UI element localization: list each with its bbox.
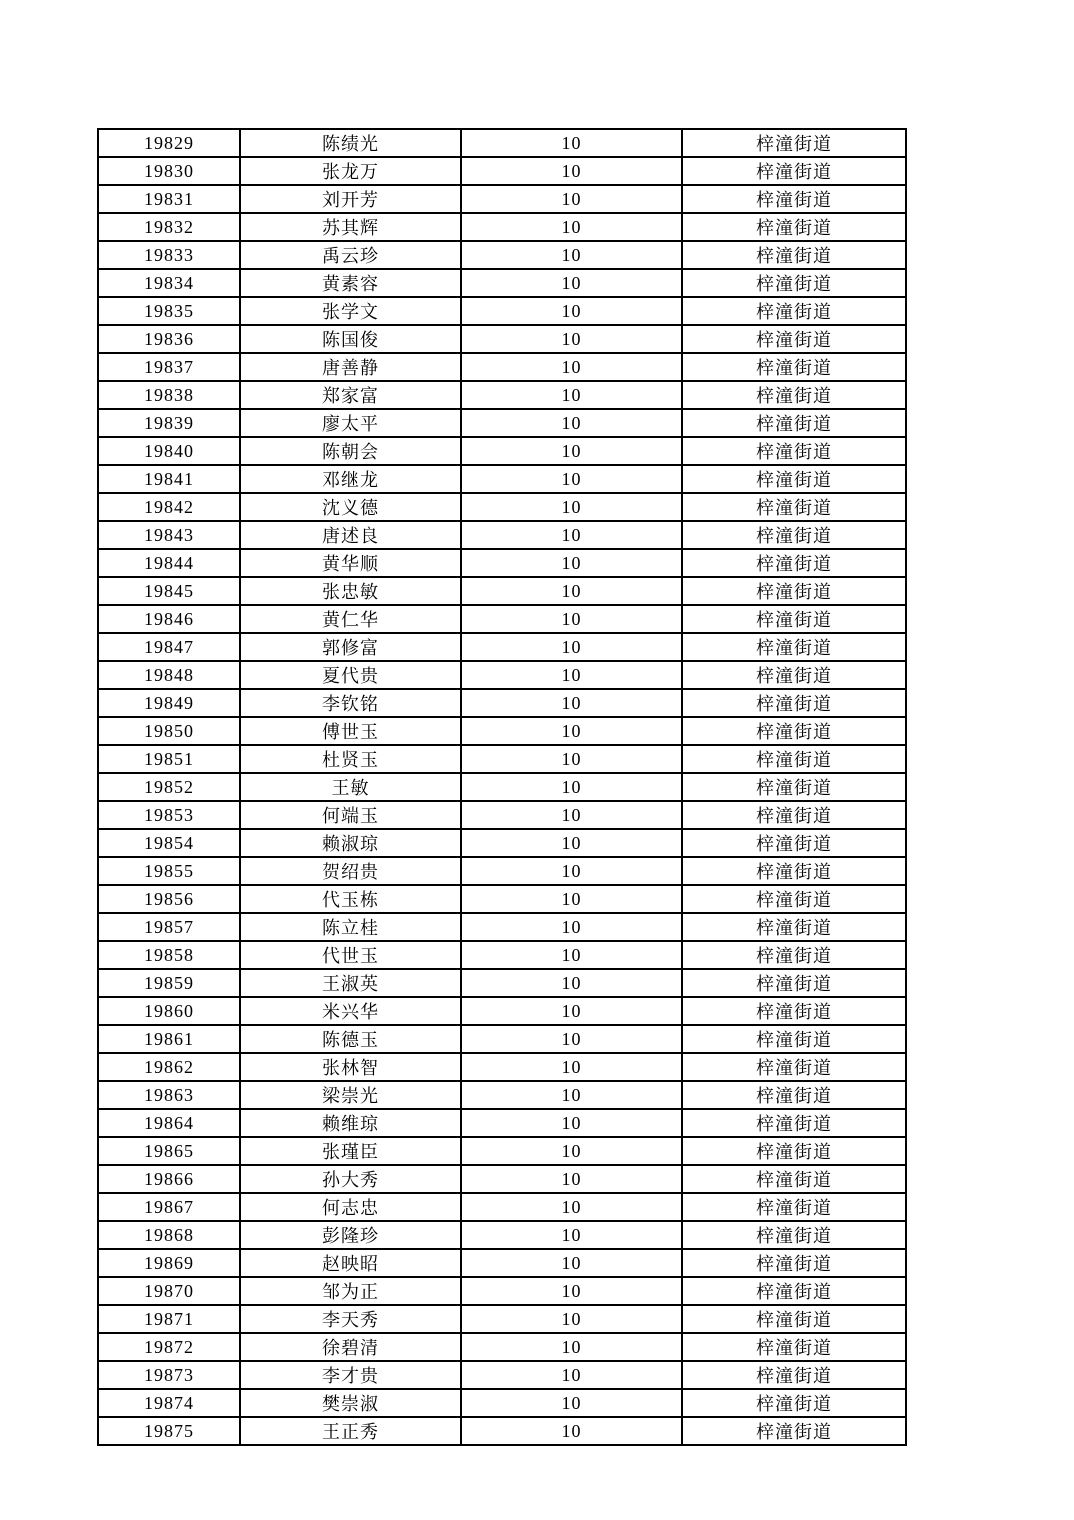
- id-cell: 19831: [98, 185, 240, 213]
- value-cell: 10: [461, 297, 682, 325]
- id-cell: 19866: [98, 1165, 240, 1193]
- value-cell: 10: [461, 1389, 682, 1417]
- district-cell: 梓潼街道: [682, 885, 906, 913]
- district-cell: 梓潼街道: [682, 129, 906, 157]
- value-cell: 10: [461, 1361, 682, 1389]
- district-cell: 梓潼街道: [682, 1165, 906, 1193]
- name-cell: 邹为正: [240, 1277, 461, 1305]
- name-cell: 郑家富: [240, 381, 461, 409]
- value-cell: 10: [461, 857, 682, 885]
- table-row: [98, 465, 906, 493]
- name-cell: 陈立桂: [240, 913, 461, 941]
- name-cell: 何端玉: [240, 801, 461, 829]
- table-body: [98, 129, 906, 1445]
- district-cell: 梓潼街道: [682, 213, 906, 241]
- id-cell: 19839: [98, 409, 240, 437]
- id-cell: 19865: [98, 1137, 240, 1165]
- district-cell: 梓潼街道: [682, 1305, 906, 1333]
- id-cell: 19849: [98, 689, 240, 717]
- value-cell: 10: [461, 493, 682, 521]
- id-cell: 19853: [98, 801, 240, 829]
- name-cell: 赖淑琼: [240, 829, 461, 857]
- name-cell: 张瑾臣: [240, 1137, 461, 1165]
- value-cell: 10: [461, 605, 682, 633]
- district-cell: 梓潼街道: [682, 269, 906, 297]
- name-cell: 张忠敏: [240, 577, 461, 605]
- table-row: [98, 521, 906, 549]
- table-row: [98, 997, 906, 1025]
- table-row: [98, 353, 906, 381]
- roster-table: [97, 128, 907, 1446]
- name-cell: 何志忠: [240, 1193, 461, 1221]
- table-row: [98, 1305, 906, 1333]
- district-cell: 梓潼街道: [682, 577, 906, 605]
- district-cell: 梓潼街道: [682, 353, 906, 381]
- district-cell: 梓潼街道: [682, 185, 906, 213]
- table-row: [98, 241, 906, 269]
- id-cell: 19859: [98, 969, 240, 997]
- district-cell: 梓潼街道: [682, 1277, 906, 1305]
- name-cell: 陈国俊: [240, 325, 461, 353]
- name-cell: 廖太平: [240, 409, 461, 437]
- value-cell: 10: [461, 717, 682, 745]
- id-cell: 19863: [98, 1081, 240, 1109]
- id-cell: 19840: [98, 437, 240, 465]
- district-cell: 梓潼街道: [682, 689, 906, 717]
- name-cell: 王正秀: [240, 1417, 461, 1445]
- id-cell: 19872: [98, 1333, 240, 1361]
- table-row: [98, 633, 906, 661]
- value-cell: 10: [461, 521, 682, 549]
- table-row: [98, 129, 906, 157]
- district-cell: 梓潼街道: [682, 493, 906, 521]
- value-cell: 10: [461, 465, 682, 493]
- name-cell: 徐碧清: [240, 1333, 461, 1361]
- id-cell: 19875: [98, 1417, 240, 1445]
- table-row: [98, 1389, 906, 1417]
- value-cell: 10: [461, 1165, 682, 1193]
- id-cell: 19864: [98, 1109, 240, 1137]
- table-row: [98, 801, 906, 829]
- id-cell: 19851: [98, 745, 240, 773]
- id-cell: 19856: [98, 885, 240, 913]
- value-cell: 10: [461, 241, 682, 269]
- id-cell: 19869: [98, 1249, 240, 1277]
- table-row: [98, 1249, 906, 1277]
- table-row: [98, 1333, 906, 1361]
- name-cell: 李钦铭: [240, 689, 461, 717]
- table-row: [98, 1417, 906, 1445]
- district-cell: 梓潼街道: [682, 549, 906, 577]
- table-row: [98, 941, 906, 969]
- district-cell: 梓潼街道: [682, 1025, 906, 1053]
- value-cell: 10: [461, 1221, 682, 1249]
- name-cell: 苏其辉: [240, 213, 461, 241]
- name-cell: 赖维琼: [240, 1109, 461, 1137]
- value-cell: 10: [461, 381, 682, 409]
- district-cell: 梓潼街道: [682, 997, 906, 1025]
- value-cell: 10: [461, 1249, 682, 1277]
- name-cell: 黄华顺: [240, 549, 461, 577]
- table-row: [98, 745, 906, 773]
- district-cell: 梓潼街道: [682, 745, 906, 773]
- table-row: [98, 577, 906, 605]
- id-cell: 19868: [98, 1221, 240, 1249]
- id-cell: 19858: [98, 941, 240, 969]
- table-row: [98, 1025, 906, 1053]
- value-cell: 10: [461, 549, 682, 577]
- id-cell: 19850: [98, 717, 240, 745]
- id-cell: 19844: [98, 549, 240, 577]
- district-cell: 梓潼街道: [682, 1417, 906, 1445]
- id-cell: 19855: [98, 857, 240, 885]
- id-cell: 19861: [98, 1025, 240, 1053]
- value-cell: 10: [461, 1417, 682, 1445]
- name-cell: 张龙万: [240, 157, 461, 185]
- name-cell: 张林智: [240, 1053, 461, 1081]
- district-cell: 梓潼街道: [682, 521, 906, 549]
- value-cell: 10: [461, 1109, 682, 1137]
- district-cell: 梓潼街道: [682, 633, 906, 661]
- district-cell: 梓潼街道: [682, 1081, 906, 1109]
- name-cell: 梁崇光: [240, 1081, 461, 1109]
- table-row: [98, 661, 906, 689]
- table-row: [98, 1081, 906, 1109]
- id-cell: 19848: [98, 661, 240, 689]
- name-cell: 张学文: [240, 297, 461, 325]
- value-cell: 10: [461, 801, 682, 829]
- table-row: [98, 969, 906, 997]
- value-cell: 10: [461, 745, 682, 773]
- table-row: [98, 325, 906, 353]
- id-cell: 19830: [98, 157, 240, 185]
- name-cell: 夏代贵: [240, 661, 461, 689]
- district-cell: 梓潼街道: [682, 1137, 906, 1165]
- table-row: [98, 1277, 906, 1305]
- value-cell: 10: [461, 325, 682, 353]
- id-cell: 19871: [98, 1305, 240, 1333]
- name-cell: 陈德玉: [240, 1025, 461, 1053]
- name-cell: 邓继龙: [240, 465, 461, 493]
- district-cell: 梓潼街道: [682, 717, 906, 745]
- district-cell: 梓潼街道: [682, 1249, 906, 1277]
- district-cell: 梓潼街道: [682, 913, 906, 941]
- district-cell: 梓潼街道: [682, 241, 906, 269]
- id-cell: 19843: [98, 521, 240, 549]
- id-cell: 19852: [98, 773, 240, 801]
- name-cell: 李天秀: [240, 1305, 461, 1333]
- name-cell: 王淑英: [240, 969, 461, 997]
- value-cell: 10: [461, 689, 682, 717]
- id-cell: 19847: [98, 633, 240, 661]
- value-cell: 10: [461, 353, 682, 381]
- name-cell: 唐善静: [240, 353, 461, 381]
- id-cell: 19834: [98, 269, 240, 297]
- value-cell: 10: [461, 437, 682, 465]
- name-cell: 代玉栋: [240, 885, 461, 913]
- name-cell: 陈朝会: [240, 437, 461, 465]
- district-cell: 梓潼街道: [682, 829, 906, 857]
- id-cell: 19846: [98, 605, 240, 633]
- name-cell: 傅世玉: [240, 717, 461, 745]
- district-cell: 梓潼街道: [682, 381, 906, 409]
- district-cell: 梓潼街道: [682, 1193, 906, 1221]
- id-cell: 19857: [98, 913, 240, 941]
- id-cell: 19873: [98, 1361, 240, 1389]
- name-cell: 沈义德: [240, 493, 461, 521]
- table-row: [98, 409, 906, 437]
- id-cell: 19870: [98, 1277, 240, 1305]
- table-row: [98, 549, 906, 577]
- name-cell: 赵映昭: [240, 1249, 461, 1277]
- district-cell: 梓潼街道: [682, 605, 906, 633]
- id-cell: 19835: [98, 297, 240, 325]
- table-row: [98, 213, 906, 241]
- district-cell: 梓潼街道: [682, 969, 906, 997]
- name-cell: 代世玉: [240, 941, 461, 969]
- table-row: [98, 773, 906, 801]
- name-cell: 贺绍贵: [240, 857, 461, 885]
- name-cell: 米兴华: [240, 997, 461, 1025]
- value-cell: 10: [461, 913, 682, 941]
- table-row: [98, 493, 906, 521]
- name-cell: 李才贵: [240, 1361, 461, 1389]
- district-cell: 梓潼街道: [682, 801, 906, 829]
- value-cell: 10: [461, 969, 682, 997]
- value-cell: 10: [461, 1277, 682, 1305]
- table-row: [98, 1361, 906, 1389]
- district-cell: 梓潼街道: [682, 1361, 906, 1389]
- value-cell: 10: [461, 213, 682, 241]
- table-row: [98, 1221, 906, 1249]
- table-row: [98, 185, 906, 213]
- table-row: [98, 1165, 906, 1193]
- table-row: [98, 689, 906, 717]
- district-cell: 梓潼街道: [682, 325, 906, 353]
- id-cell: 19845: [98, 577, 240, 605]
- name-cell: 王敏: [240, 773, 461, 801]
- district-cell: 梓潼街道: [682, 1221, 906, 1249]
- district-cell: 梓潼街道: [682, 297, 906, 325]
- name-cell: 郭修富: [240, 633, 461, 661]
- district-cell: 梓潼街道: [682, 465, 906, 493]
- value-cell: 10: [461, 1081, 682, 1109]
- table-row: [98, 857, 906, 885]
- id-cell: 19867: [98, 1193, 240, 1221]
- table-row: [98, 269, 906, 297]
- id-cell: 19841: [98, 465, 240, 493]
- value-cell: 10: [461, 1305, 682, 1333]
- district-cell: 梓潼街道: [682, 1333, 906, 1361]
- value-cell: 10: [461, 633, 682, 661]
- district-cell: 梓潼街道: [682, 1389, 906, 1417]
- district-cell: 梓潼街道: [682, 157, 906, 185]
- name-cell: 彭隆珍: [240, 1221, 461, 1249]
- id-cell: 19842: [98, 493, 240, 521]
- id-cell: 19837: [98, 353, 240, 381]
- district-cell: 梓潼街道: [682, 773, 906, 801]
- district-cell: 梓潼街道: [682, 941, 906, 969]
- table-row: [98, 297, 906, 325]
- value-cell: 10: [461, 941, 682, 969]
- name-cell: 唐述良: [240, 521, 461, 549]
- district-cell: 梓潼街道: [682, 1109, 906, 1137]
- name-cell: 黄仁华: [240, 605, 461, 633]
- name-cell: 孙大秀: [240, 1165, 461, 1193]
- name-cell: 杜贤玉: [240, 745, 461, 773]
- name-cell: 樊崇淑: [240, 1389, 461, 1417]
- value-cell: 10: [461, 1137, 682, 1165]
- name-cell: 陈绩光: [240, 129, 461, 157]
- district-cell: 梓潼街道: [682, 437, 906, 465]
- id-cell: 19860: [98, 997, 240, 1025]
- value-cell: 10: [461, 185, 682, 213]
- name-cell: 黄素容: [240, 269, 461, 297]
- name-cell: 刘开芳: [240, 185, 461, 213]
- district-cell: 梓潼街道: [682, 409, 906, 437]
- table-row: [98, 605, 906, 633]
- id-cell: 19838: [98, 381, 240, 409]
- id-cell: 19836: [98, 325, 240, 353]
- value-cell: 10: [461, 885, 682, 913]
- table-row: [98, 913, 906, 941]
- value-cell: 10: [461, 409, 682, 437]
- value-cell: 10: [461, 1193, 682, 1221]
- table-row: [98, 1109, 906, 1137]
- name-cell: 禹云珍: [240, 241, 461, 269]
- table-row: [98, 437, 906, 465]
- id-cell: 19833: [98, 241, 240, 269]
- table-row: [98, 157, 906, 185]
- id-cell: 19829: [98, 129, 240, 157]
- value-cell: 10: [461, 577, 682, 605]
- value-cell: 10: [461, 157, 682, 185]
- district-cell: 梓潼街道: [682, 857, 906, 885]
- district-cell: 梓潼街道: [682, 1053, 906, 1081]
- value-cell: 10: [461, 1053, 682, 1081]
- value-cell: 10: [461, 129, 682, 157]
- value-cell: 10: [461, 773, 682, 801]
- table-row: [98, 717, 906, 745]
- table-row: [98, 1053, 906, 1081]
- value-cell: 10: [461, 997, 682, 1025]
- table-row: [98, 829, 906, 857]
- id-cell: 19832: [98, 213, 240, 241]
- value-cell: 10: [461, 661, 682, 689]
- district-cell: 梓潼街道: [682, 661, 906, 689]
- table-row: [98, 1193, 906, 1221]
- id-cell: 19874: [98, 1389, 240, 1417]
- id-cell: 19862: [98, 1053, 240, 1081]
- id-cell: 19854: [98, 829, 240, 857]
- table-row: [98, 885, 906, 913]
- value-cell: 10: [461, 829, 682, 857]
- value-cell: 10: [461, 1025, 682, 1053]
- value-cell: 10: [461, 1333, 682, 1361]
- table-row: [98, 1137, 906, 1165]
- table-row: [98, 381, 906, 409]
- value-cell: 10: [461, 269, 682, 297]
